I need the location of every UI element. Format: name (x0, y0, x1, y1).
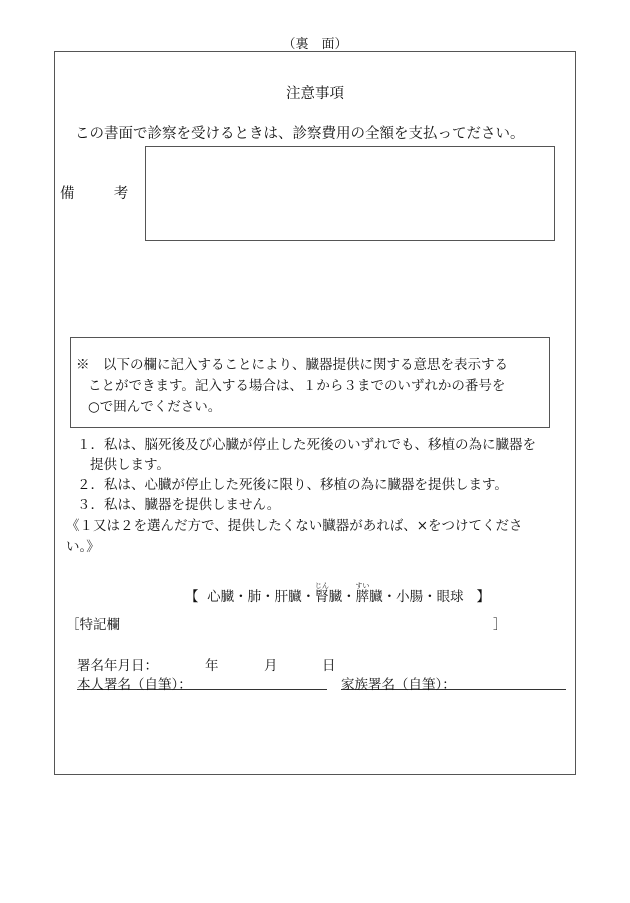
donor-exclusion-note-cont: い。》 (66, 539, 100, 555)
donor-option-1-cont: 提供します。 (90, 457, 170, 473)
donor-option-3[interactable]: ３．私は、臓器を提供しません。 (77, 497, 281, 513)
family-signature-label: 家族署名（自筆）： (341, 677, 456, 693)
donor-option-1[interactable]: １．私は、脳死後及び心臓が停止した死後のいずれでも、移植の為に臓器を (77, 437, 536, 453)
special-notes-open: ［特記欄 (66, 617, 120, 633)
notice-title: 注意事項 (286, 86, 344, 102)
notice-text: この書面で診察を受けるときは、診察費用の全額を支払ってださい。 (75, 126, 525, 142)
donor-exclusion-note: 《１又は２を選んだ方で、提供したくない臓器があれば、×をつけてくださ (66, 518, 523, 534)
signature-date-label: 署名年月日： (77, 658, 158, 674)
remarks-field[interactable] (145, 146, 555, 241)
signature-day-label: 日 (322, 658, 336, 674)
remarks-label (60, 182, 128, 203)
remarks-label-2: 考 (113, 186, 129, 202)
organ-list-close-bracket: 】 (476, 589, 490, 605)
donor-instruction-line-2: ことができます。記入する場合は、１から３までのいずれかの番号を (88, 378, 506, 394)
remarks-label-1: 備 (60, 186, 75, 202)
special-notes-close: ］ (493, 617, 507, 633)
special-notes-field[interactable] (140, 612, 490, 630)
organ-list (185, 582, 490, 605)
organ-list-part-2: 臓・ (328, 589, 356, 605)
organ-list-part-1: 心臓・肺・肝臓・ (207, 589, 316, 605)
pancreas-char: 膵すい (355, 582, 370, 605)
family-signature-field[interactable] (341, 673, 566, 693)
organ-list-open-bracket: 【 (185, 589, 199, 605)
page-side-label: （裏 面） (282, 37, 348, 52)
organ-list-part-3: 臓・小腸・眼球 (369, 589, 464, 605)
donor-instruction-line-3: ○で囲んでください。 (88, 399, 222, 415)
kidney-char: 腎じん (314, 582, 329, 605)
signature-year-label: 年 (205, 658, 219, 674)
donor-instruction-line-1: ※ 以下の欄に記入することにより、臓器提供に関する意思を表示する (76, 357, 508, 373)
donor-option-2[interactable]: ２．私は、心臓が停止した死後に限り、移植の為に臓器を提供します。 (77, 477, 508, 493)
self-signature-label: 本人署名（自筆）： (77, 677, 192, 693)
self-signature-field[interactable] (77, 673, 327, 693)
signature-month-label: 月 (264, 658, 278, 674)
